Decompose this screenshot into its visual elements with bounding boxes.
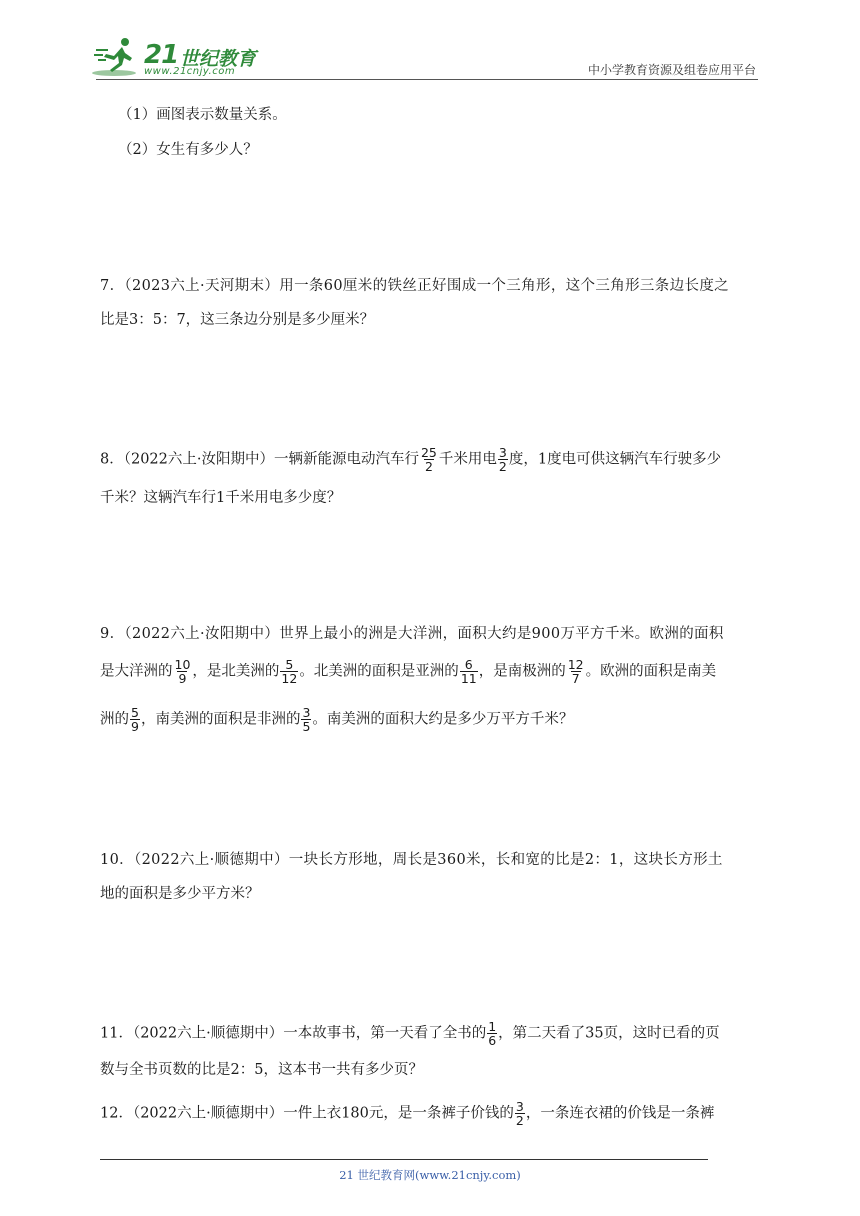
question-10-line-1: 10．（2022六上·顺德期中）一块长方形地，周长是360米，长和宽的比是2：1，这块长方形土: [100, 852, 723, 868]
question-7-line-2: 比是3：5：7，这三条边分别是多少厘米？: [100, 312, 375, 328]
fraction-numerator: 10: [174, 657, 191, 672]
question-12-text-a: 12．（2022六上·顺德期中）一件上衣180元，是一条裤子价钱的: [100, 1105, 514, 1122]
fraction-denominator: 11: [460, 671, 477, 686]
subquestion-1: （1）画图表示数量关系。: [118, 107, 287, 123]
fraction-numerator: 3: [302, 705, 311, 720]
footer-divider: [100, 1159, 708, 1160]
question-11-text-a: 11．（2022六上·顺德期中）一本故事书，第一天看了全书的: [100, 1025, 487, 1042]
fraction-10-over-9: [174, 658, 192, 685]
site-logo[interactable]: [92, 36, 267, 78]
fraction-denominator: 2: [424, 459, 433, 474]
logo-url: www.21cnjy.com: [144, 66, 236, 77]
fraction-denominator: 2: [498, 459, 507, 474]
fraction-3-over-2: [515, 1100, 525, 1127]
question-9-line-3: [100, 706, 573, 733]
question-9-text-d: ，是南极洲的: [478, 663, 566, 680]
fraction-denominator: 9: [131, 719, 139, 734]
fraction-numerator: 5: [285, 657, 294, 672]
question-9-text-b: ，是北美洲的: [192, 663, 280, 680]
question-9-line-2: [100, 658, 716, 685]
fraction-denominator: 2: [515, 1113, 524, 1128]
header-divider: [96, 79, 758, 80]
question-11-line-2: 数与全书页数的比是2：5，这本书一共有多少页？: [100, 1062, 423, 1078]
question-9-line-1: 9．（2022六上·汝阳期中）世界上最小的洲是大洋洲，面积大约是900万平方千米。欧洲的面积: [100, 626, 724, 642]
question-9-text-e: 。欧洲的面积是南美: [585, 663, 717, 680]
question-9-text-g: 洲的: [100, 711, 129, 728]
question-7-line-1: 7．（2023六上·天河期末）用一条60厘米的铁丝正好围成一个三角形，这个三角形三条边长度之: [100, 278, 730, 294]
question-11-line-1: [100, 1020, 720, 1047]
fraction-6-over-11: [460, 658, 478, 685]
logo-text: 世纪教育: [180, 48, 257, 70]
question-11-text-b: ，第二天看了35页，这时已看的页: [498, 1025, 720, 1042]
question-8-line-1: [100, 446, 721, 473]
footer-link[interactable]: 21 世纪教育网(www.21cnjy.com): [339, 1168, 521, 1182]
fraction-3-over-5: [301, 706, 311, 733]
question-10-line-2: 地的面积是多少平方米？: [100, 886, 260, 902]
runner-icon: [92, 36, 142, 78]
fraction-denominator: 6: [488, 1033, 497, 1048]
question-8-text-b: 千米用电: [438, 451, 497, 468]
question-8-line-2: 千米？这辆汽车行1千米用电多少度？: [100, 490, 342, 506]
question-9-text-h: ，南美洲的面积是非洲的: [140, 711, 301, 728]
fraction-denominator: 9: [178, 671, 187, 686]
question-8-text-a: 8．（2022六上·汝阳期中）一辆新能源电动汽车行: [100, 451, 419, 468]
fraction-numerator: 1: [488, 1019, 497, 1034]
fraction-3-over-2: [498, 446, 508, 473]
fraction-numerator: 6: [464, 657, 473, 672]
page-header: [0, 0, 860, 80]
fraction-5-over-12: [280, 658, 298, 685]
fraction-denominator: 7: [571, 671, 580, 686]
question-9-text-c: 。北美洲的面积是亚洲的: [299, 663, 459, 680]
fraction-denominator: 12: [281, 671, 298, 686]
question-12-line-1: [100, 1100, 714, 1127]
subquestion-2: （2）女生有多少人？: [118, 142, 258, 158]
fraction-1-over-6: [487, 1020, 497, 1047]
fraction-denominator: 5: [302, 719, 311, 734]
platform-name: 中小学教育资源及组卷应用平台: [587, 63, 756, 77]
fraction-numerator: 5: [131, 705, 139, 720]
logo-number: 21: [144, 40, 179, 70]
question-12-text-b: ，一条连衣裙的价钱是一条裤: [525, 1105, 715, 1122]
fraction-numerator: 3: [515, 1099, 524, 1114]
question-9-text-a: 是大洋洲的: [100, 663, 173, 680]
fraction-numerator: 12: [567, 657, 584, 672]
question-8-text-c: 度，1度电可供这辆汽车行驶多少: [508, 451, 722, 468]
fraction-numerator: 25: [420, 445, 437, 460]
fraction-numerator: 3: [498, 445, 507, 460]
question-9-text-i: 。南美洲的面积大约是多少万平方千米？: [312, 711, 574, 728]
fraction-25-over-2: [420, 446, 438, 473]
fraction-5-over-9: [130, 706, 140, 733]
fraction-12-over-7: [567, 658, 585, 685]
